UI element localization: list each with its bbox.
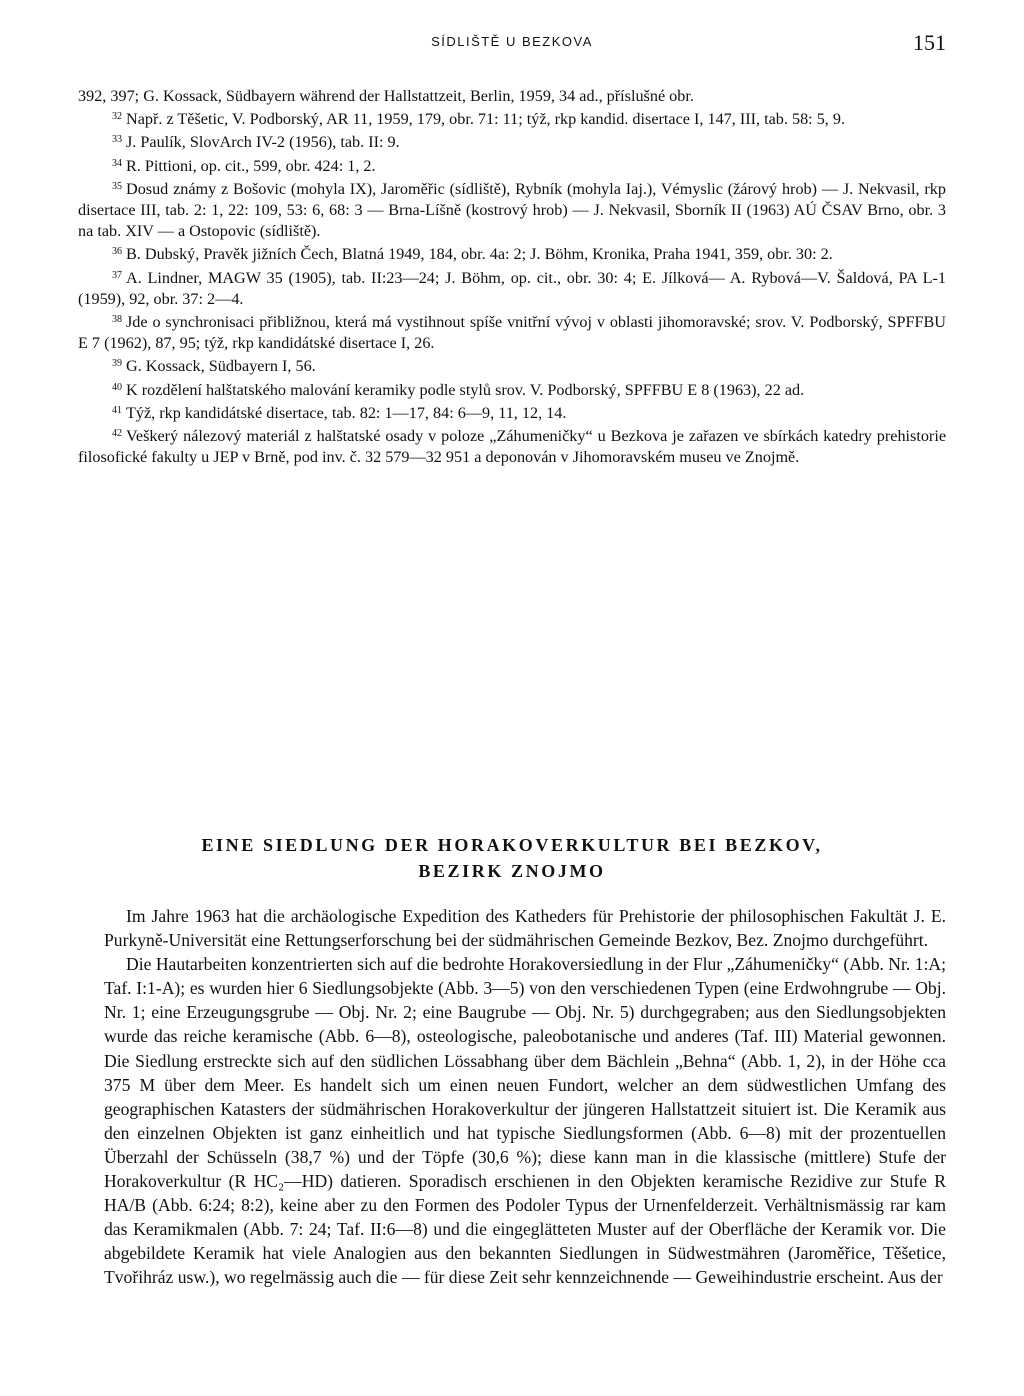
- footnote-41: [78, 403, 946, 424]
- footnote-35: [78, 179, 946, 243]
- footnote-text: B. Dubský, Pravěk jižních Čech, Blatná 1949, 184, obr. 4a: 2; J. Böhm, Kronika, Praha 1941, 359, obr. 30: 2.: [126, 245, 833, 264]
- footnote-42: [78, 426, 946, 468]
- footnote-number: 37: [112, 269, 122, 281]
- footnote-text: Týž, rkp kandidátské disertace, tab. 82: 1—17, 84: 6—9, 11, 12, 14.: [126, 403, 567, 422]
- footnote-text: 392, 397; G. Kossack, Südbayern während der Hallstattzeit, Berlin, 1959, 34 ad., příslušné obr.: [78, 87, 694, 105]
- footnote-number: 35: [112, 180, 122, 192]
- footnote-39: [78, 356, 946, 377]
- page-number: 151: [913, 30, 946, 55]
- footnote-number: 33: [112, 134, 122, 146]
- footnote-text: Např. z Těšetic, V. Podborský, AR 11, 1959, 179, obr. 71: 11; týž, rkp kandid. disertace I, 147, III, tab. 58: 5, 9.: [126, 110, 846, 129]
- footnote-34: [78, 156, 946, 177]
- paragraph: Im Jahre 1963 hat die archäologische Expedition des Katheders für Prehistorie der philosophischen Fakultät J. E. Purkyně-Universität eine Rettungserforschung bei der südmährischen Gemeinde Bezkov, Bez. Znojmo durchgeführt.: [104, 906, 946, 951]
- footnote-38: [78, 312, 946, 354]
- footnote-number: 36: [112, 246, 122, 258]
- footnote-32: [78, 109, 946, 130]
- footnote-number: 42: [112, 428, 122, 440]
- footnote-continuation: [78, 86, 946, 107]
- footnote-text: G. Kossack, Südbayern I, 56.: [126, 357, 316, 376]
- footnote-text: Jde o synchronisaci přibližnou, která má vystihnout spíše vnitřní vývoj v oblasti jihomoravské; srov. V. Podborský, SPFFBU E 7 (1962), 87, 95; týž, rkp kandidátské disertace I, 26.: [78, 313, 946, 353]
- footnote-number: 40: [112, 381, 122, 393]
- footnote-text: J. Paulík, SlovArch IV-2 (1956), tab. II: 9.: [126, 133, 400, 152]
- paragraph: Die Hautarbeiten konzentrierten sich auf die bedrohte Horakoversiedlung in der Flur „Záhumeničky“ (Abb. Nr. 1:A; Taf. I:1-A); es wurden hier 6 Siedlungsobjekte (Abb. 3—5) von den verschiedenen Typen (eine Erdwohngrube — Obj. Nr. 1; eine Erzeugungsgrube — Obj. Nr. 2; eine Baugrube — Obj. Nr. 5) durchgegraben; aus den Siedlungsobjekten wurde das reiche keramische (Abb. 6—8), osteologische, paleobotanische und anderes (Taf. III) Material gewonnen. Die Siedlung erstreckte sich auf den südlichen Lössabhang über dem Bächlein „Behna“ (Abb. 1, 2), in der Höhe cca 375 M über dem Meer. Es handelt sich um einen neuen Fundort, welcher an dem südwestlichen Umfang des geographischen Katasters der südmährischen Horakoverkultur der jüngeren Hallstattzeit situiert ist. Die Keramik aus den einzelnen Objekten ist ganz einheitlich und hat typische Siedlungsformen (Abb. 6—8) mit der prozentuellen Überzahl der Schüsseln (38,7 %) und der Töpfe (30,6 %); diese kann man in die klassische (mittlere) Stufe der Horakoverkultur (R HC₂—HD) datieren. Sporadisch erschienen in den Objekten keramische Rezidive zur Stufe R HA/B (Abb. 6:24; 8:2), keine aber zu den Formen des Podoler Typus der Urnenfelderzeit. Verhältnismässig rar kam das Keramikmalen (Abb. 7: 24; Taf. II:6—8) und die eingeglätteten Muster auf der Oberfläche der Keramik vor. Die abgebildete Keramik hat viele Analogien aus den bekannten Siedlungen in Südwestmähren (Jaroměřice, Těšetice, Tvořihráz usw.), wo regelmässig auch die — für diese Zeit sehr kennzeichnende — Geweihindustrie erscheint. Aus der: [104, 954, 946, 1288]
- summary-body: [104, 904, 946, 1290]
- footnote-text: Dosud známy z Bošovic (mohyla IX), Jaroměřic (sídliště), Rybník (mohyla Iaj.), Vémyslic (žárový hrob) — J. Nekvasil, rkp disertace III, tab. 2: 1, 22: 109, 53: 6, 68: 3 — Brna-Líšně (kostrový hrob) — J. Nekvasil, Sborník II (1963) AÚ ČSAV Brno, obr. 3 na tab. XIV — a Ostopovic (sídliště).: [78, 179, 946, 241]
- footnote-number: 38: [112, 314, 122, 326]
- footnote-number: 32: [112, 111, 122, 123]
- footnote-number: 39: [112, 358, 122, 370]
- footnote-number: 34: [112, 157, 122, 169]
- footnote-40: [78, 380, 946, 401]
- section-heading-line-2: BEZIRK ZNOJMO: [418, 861, 606, 881]
- footnote-33: [78, 132, 946, 153]
- footnote-text: R. Pittioni, op. cit., 599, obr. 424: 1, 2.: [126, 156, 376, 175]
- footnote-number: 41: [112, 404, 122, 416]
- running-title: SÍDLIŠTĚ U BEZKOVA: [431, 34, 593, 49]
- footnote-36: [78, 244, 946, 265]
- footnote-text: Veškerý nálezový materiál z halštatské osady v poloze „Záhumeničky“ u Bezkova je zařazen ve sbírkách katedry prehistorie filosofické fakulty u JEP v Brně, pod inv. č. 32 579—32 951 a deponován v Jihomoravském museu ve Znojmě.: [78, 427, 946, 467]
- footnotes-block: [78, 86, 946, 470]
- footnote-text: K rozdělení halštatského malování keramiky podle stylů srov. V. Podborský, SPFFBU E 8 (1963), 22 ad.: [126, 380, 805, 399]
- section-heading-line-1: EINE SIEDLUNG DER HORAKOVERKULTUR BEI BEZKOV,: [201, 835, 823, 855]
- footnote-37: [78, 268, 946, 310]
- section-heading: [0, 832, 1024, 884]
- footnote-text: A. Lindner, MAGW 35 (1905), tab. II:23—24; J. Böhm, op. cit., obr. 30: 4; E. Jílková— A. Rybová—V. Šaldová, PA L-1 (1959), 92, obr. 37: 2—4.: [78, 268, 946, 308]
